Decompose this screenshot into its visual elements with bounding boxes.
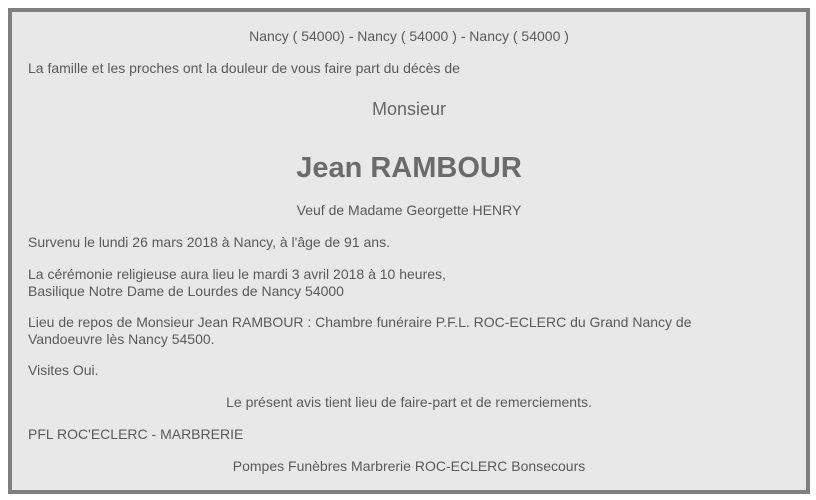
rest-place-text: Lieu de repos de Monsieur Jean RAMBOUR : Chambre funéraire P.F.L. ROC-ECLERC du Grand Nancy de Vandoeuvre lès Nancy 54500. bbox=[28, 314, 692, 347]
death-line: Survenu le lundi 26 mars 2018 à Nancy, à l'âge de 91 ans. bbox=[28, 234, 390, 250]
acknowledgement-line: Le présent avis tient lieu de faire-part et de remerciements. bbox=[226, 394, 592, 410]
ceremony-line-2: Basilique Notre Dame de Lourdes de Nancy 54000 bbox=[28, 283, 344, 299]
spouse-line: Veuf de Madame Georgette HENRY bbox=[296, 202, 522, 218]
ceremony-line-1: La cérémonie religieuse aura lieu le mardi 3 avril 2018 à 10 heures, bbox=[28, 266, 446, 282]
funeral-home-short: PFL ROC'ECLERC - MARBRERIE bbox=[28, 426, 244, 442]
visits-line: Visites Oui. bbox=[28, 362, 99, 378]
salutation: Monsieur bbox=[371, 99, 447, 119]
locations-line: Nancy ( 54000) - Nancy ( 54000 ) - Nancy ( 54000 ) bbox=[249, 28, 569, 44]
deceased-name: Jean RAMBOUR bbox=[296, 152, 522, 184]
funeral-home-full: Pompes Funèbres Marbrerie ROC-ECLERC Bonsecours bbox=[232, 458, 586, 474]
obituary-notice bbox=[8, 8, 810, 494]
intro-text: La famille et les proches ont la douleur de vous faire part du décès de bbox=[28, 60, 460, 76]
